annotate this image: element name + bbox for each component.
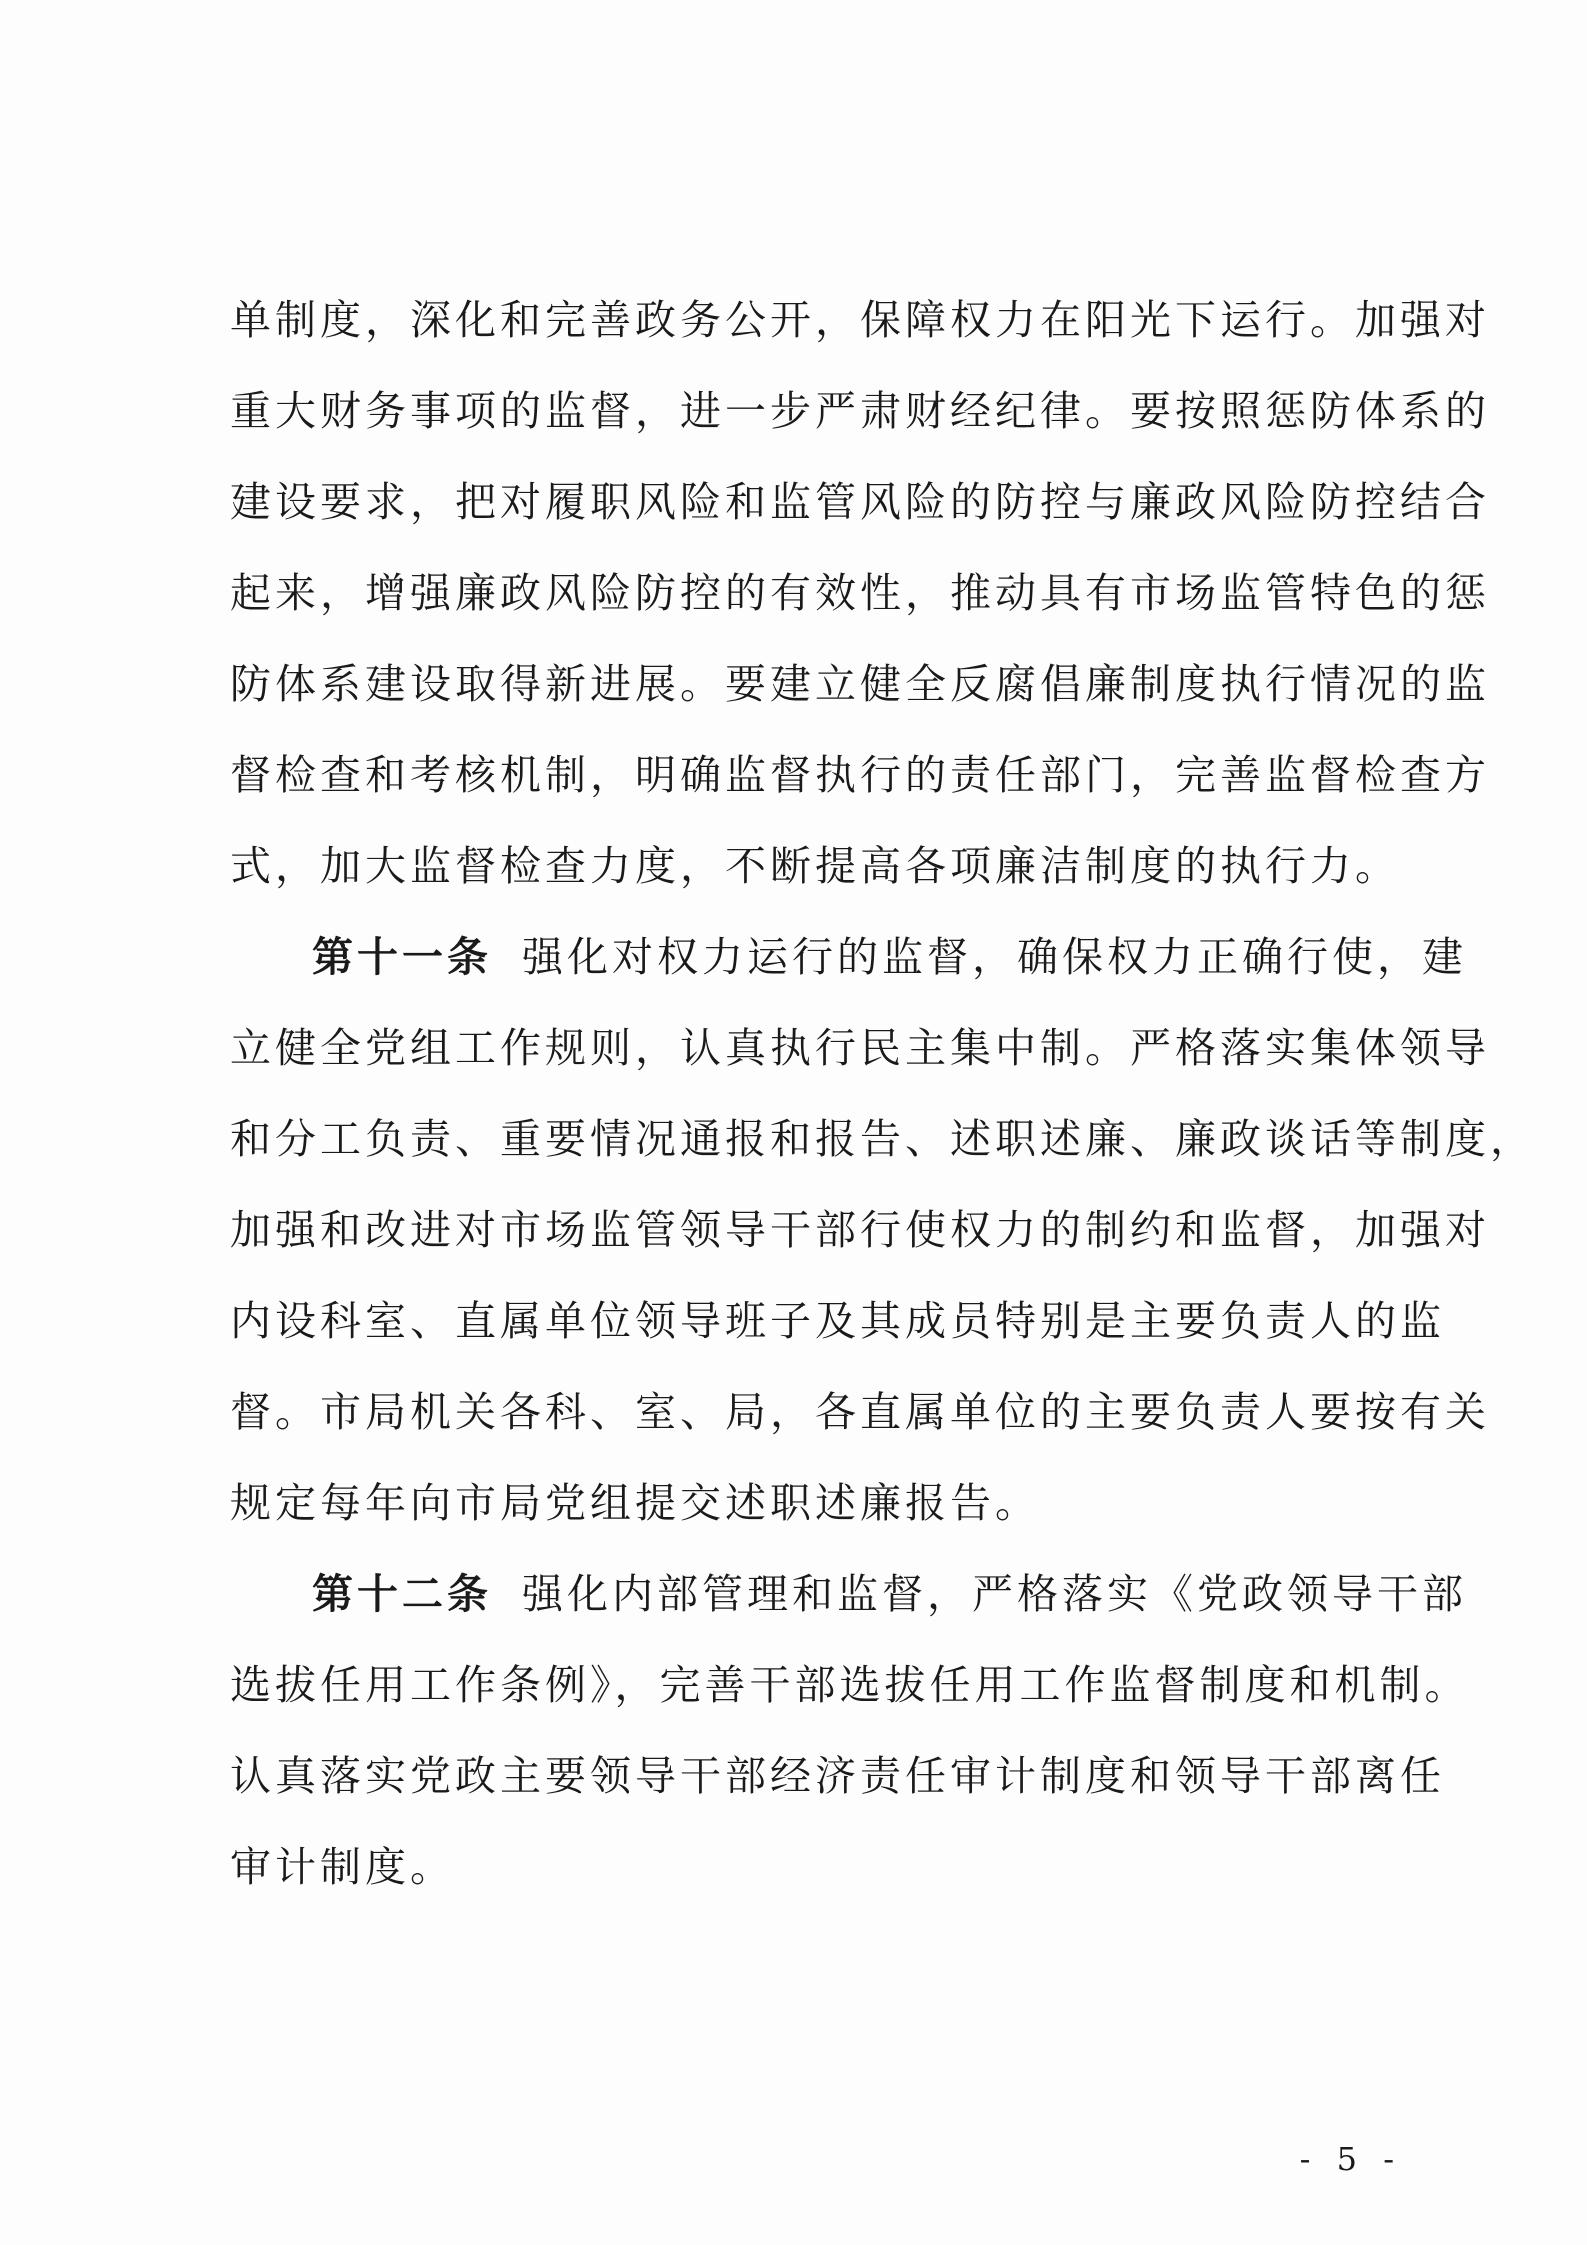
text-line: 审计制度。 — [230, 1843, 455, 1891]
text-line — [230, 1564, 1467, 1655]
article-label: 第十二条 — [312, 1570, 492, 1618]
article-first-line-text: 强化对权力运行的监督，确保权力正确行使，建 — [522, 933, 1467, 981]
text-line: 督。市局机关各科、室、局，各直属单位的主要负责人要按有关 — [230, 1388, 1490, 1436]
article-first-line-text: 强化内部管理和监督，严格落实《党政领导干部 — [522, 1570, 1467, 1618]
text-line: 加强和改进对市场监管领导干部行使权力的制约和监督，加强对 — [230, 1206, 1490, 1254]
text-line: 防体系建设取得新进展。要建立健全反腐倡廉制度执行情况的监 — [230, 660, 1490, 708]
article-label: 第十一条 — [312, 933, 492, 981]
text-line: 选拔任用工作条例》，完善干部选拔任用工作监督制度和机制。 — [230, 1661, 1470, 1709]
text-line: 重大财务事项的监督，进一步严肃财经纪律。要按照惩防体系的 — [230, 387, 1490, 435]
text-line: 起来，增强廉政风险防控的有效性，推动具有市场监管特色的惩 — [230, 569, 1490, 617]
paragraph-continuation — [230, 290, 1490, 927]
text-line: 式，加大监督检查力度，不断提高各项廉洁制度的执行力。 — [230, 842, 1400, 890]
text-line: 建设要求，把对履职风险和监管风险的防控与廉政风险防控结合 — [230, 478, 1490, 526]
text-line: 立健全党组工作规则，认真执行民主集中制。严格落实集体领导 — [230, 1024, 1490, 1072]
article-12 — [230, 1564, 1470, 1928]
text-line: 认真落实党政主要领导干部经济责任审计制度和领导干部离任 — [230, 1752, 1445, 1800]
text-line: 内设科室、直属单位领导班子及其成员特别是主要负责人的监 — [230, 1297, 1445, 1345]
page-number: - 5 - — [1299, 2140, 1402, 2178]
article-11 — [230, 927, 1535, 1564]
document-body — [230, 290, 1535, 1928]
text-line: 和分工负责、重要情况通报和报告、述职述廉、廉政谈话等制度， — [230, 1115, 1535, 1163]
text-line: 单制度，深化和完善政务公开，保障权力在阳光下运行。加强对 — [230, 296, 1490, 344]
text-line — [230, 927, 1467, 1018]
text-line: 督检查和考核机制，明确监督执行的责任部门，完善监督检查方 — [230, 751, 1490, 799]
text-line: 规定每年向市局党组提交述职述廉报告。 — [230, 1479, 1040, 1527]
